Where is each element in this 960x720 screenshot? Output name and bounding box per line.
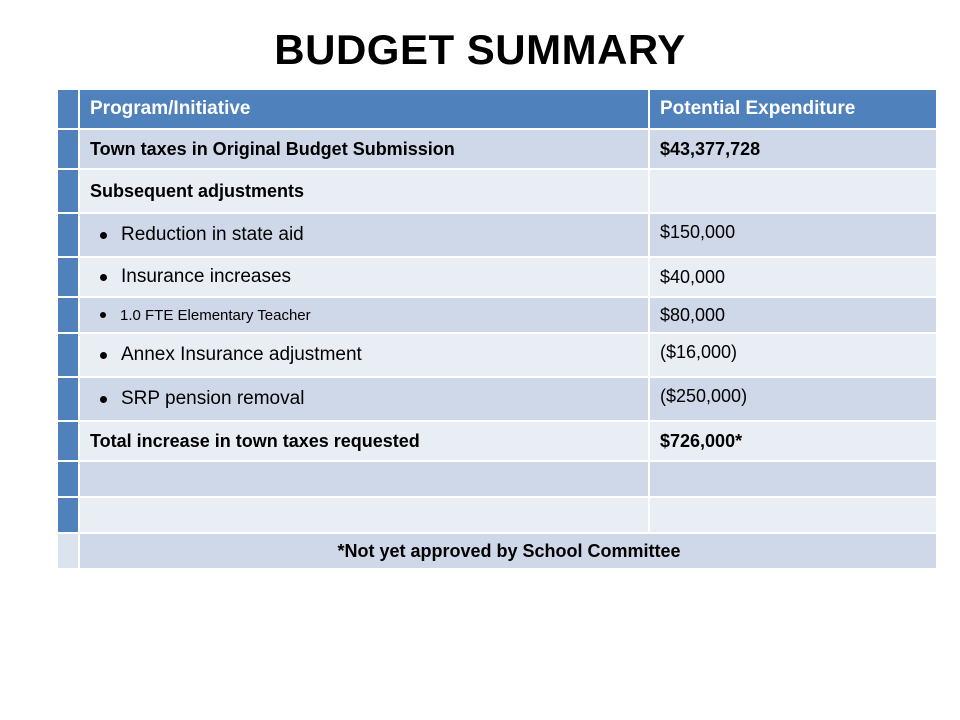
row-amount: $150,000: [649, 213, 937, 257]
row-label: 1.0 FTE Elementary Teacher: [120, 306, 311, 324]
side-column-cell: [57, 89, 79, 129]
budget-table: [56, 88, 938, 570]
bullet-icon: [100, 312, 106, 318]
side-column-cell: [57, 377, 79, 421]
row-label-cell: [79, 333, 649, 377]
row-amount: [649, 497, 937, 533]
row-amount: ($16,000): [649, 333, 937, 377]
row-amount: $80,000: [649, 297, 937, 333]
list-item: [90, 266, 640, 288]
row-label-cell: [79, 377, 649, 421]
side-column-cell: [57, 533, 79, 569]
side-column-cell: [57, 129, 79, 169]
header-expenditure: Potential Expenditure: [649, 89, 937, 129]
row-amount: $40,000: [649, 257, 937, 297]
table-row-empty: [57, 461, 937, 497]
row-label: [79, 497, 649, 533]
table-row: [57, 169, 937, 213]
row-amount: [649, 461, 937, 497]
side-column-cell: [57, 257, 79, 297]
page-title: BUDGET SUMMARY: [274, 26, 686, 73]
table-row: [57, 421, 937, 461]
list-item: [90, 307, 640, 324]
row-amount: ($250,000): [649, 377, 937, 421]
row-label: Town taxes in Original Budget Submission: [79, 129, 649, 169]
row-amount: $726,000*: [649, 421, 937, 461]
footnote: *Not yet approved by School Committee: [79, 533, 937, 569]
row-label: Subsequent adjustments: [79, 169, 649, 213]
side-column-cell: [57, 461, 79, 497]
side-column-cell: [57, 421, 79, 461]
bullet-icon: [100, 274, 107, 281]
table-row: [57, 257, 937, 297]
table-row: [57, 333, 937, 377]
bullet-icon: [100, 352, 107, 359]
row-label-cell: [79, 213, 649, 257]
side-column-cell: [57, 333, 79, 377]
table-row: [57, 213, 937, 257]
row-label: Annex Insurance adjustment: [121, 344, 362, 365]
side-column-cell: [57, 497, 79, 533]
table-header-row: [57, 89, 937, 129]
row-label: [79, 461, 649, 497]
row-label: Reduction in state aid: [121, 224, 304, 245]
side-column-cell: [57, 213, 79, 257]
side-column-cell: [57, 169, 79, 213]
list-item: [90, 344, 640, 366]
table-row: [57, 377, 937, 421]
bullet-icon: [100, 396, 107, 403]
list-item: [90, 388, 640, 410]
table-footnote-row: [57, 533, 937, 569]
row-label: Insurance increases: [121, 266, 292, 287]
row-label-cell: [79, 297, 649, 333]
bullet-icon: [100, 232, 107, 239]
row-amount: $43,377,728: [649, 129, 937, 169]
row-label: Total increase in town taxes requested: [79, 421, 649, 461]
row-amount: [649, 169, 937, 213]
table-row: [57, 297, 937, 333]
table-row-empty: [57, 497, 937, 533]
list-item: [90, 224, 640, 246]
row-label-cell: [79, 257, 649, 297]
side-column-cell: [57, 297, 79, 333]
table-row: [57, 129, 937, 169]
row-label: SRP pension removal: [121, 388, 305, 409]
header-program: Program/Initiative: [79, 89, 649, 129]
